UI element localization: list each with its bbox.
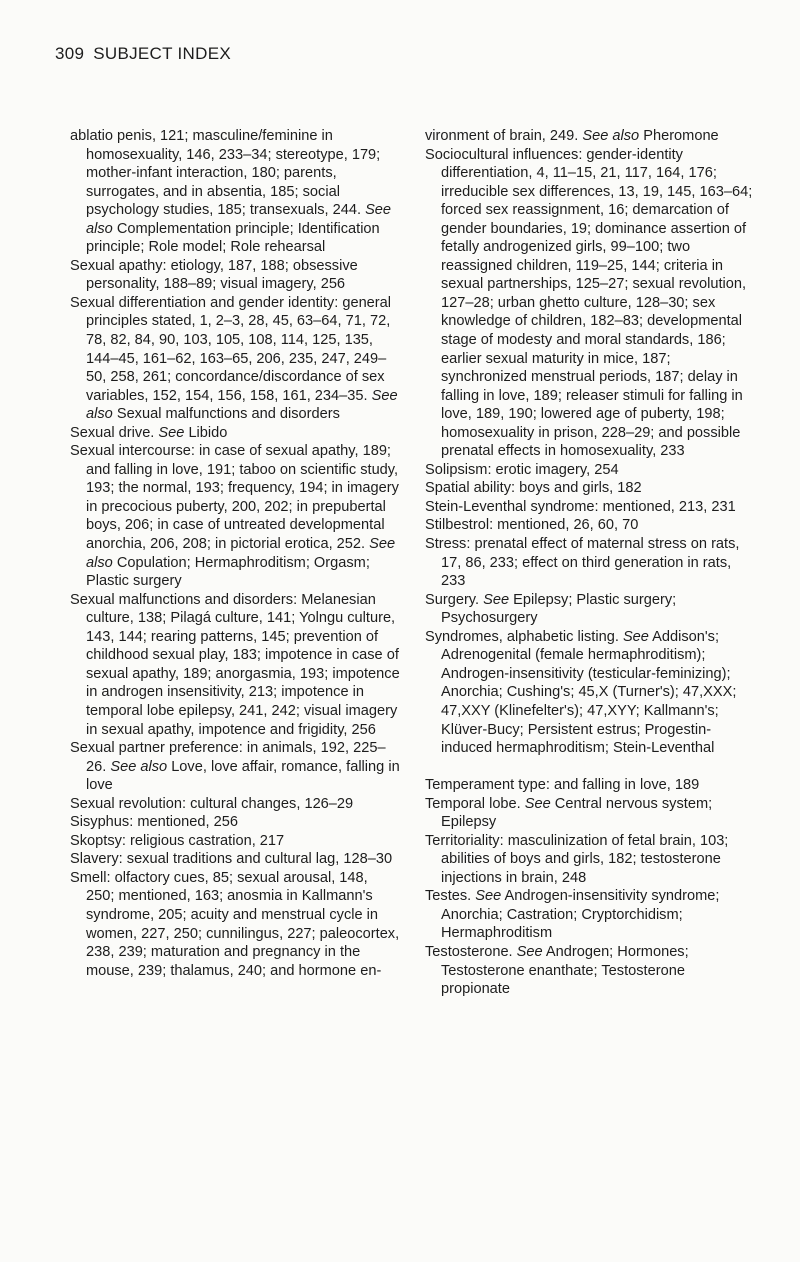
page-number: 309 — [55, 44, 85, 63]
running-title: SUBJECT INDEX — [93, 44, 231, 63]
index-entry: Surgery. See Epilepsy; Plastic surgery; Psychosurgery — [425, 591, 677, 627]
index-entry: Syndromes, alphabetic listing. See Addison's; Adrenogenital (female hermaphroditism); Androgen-insensitivity (testicular-feminizing); Anorchia; Cushing's; 45,X (Turner's); 47,XXX; 47,XXY (Klinefelter's); 47,XYY; Kallmann's; Klüver-Bucy; Persistent estrus; Progestin-induced hermaphroditism; Stein-Leventhal — [425, 628, 737, 757]
index-entry: Stein-Leventhal syndrome: mentioned, 213, 231 — [425, 498, 736, 515]
index-entry: Spatial ability: boys and girls, 182 — [425, 480, 642, 497]
index-entry: Sexual differentiation and gender identity: general principles stated, 1, 2–3, 28, 45, 63–64, 71, 72, 78, 82, 84, 90, 103, 105, 108, 114, 125, 135, 144–45, 161–62, 163–65, 206, 235, 247, 249–50, 258, 261; concordance/discordance of sex variables, 152, 154, 156, 158, 161, 234–35. See also Sexual malfunctions and disorders — [70, 294, 398, 423]
index-entry: Stilbestrol: mentioned, 26, 60, 70 — [425, 517, 639, 534]
index-entry: Sisyphus: mentioned, 256 — [70, 814, 238, 831]
index-entry: Sexual partner preference: in animals, 192, 225–26. See also Love, love affair, romance, falling in love — [70, 740, 400, 794]
index-entry: Slavery: sexual traditions and cultural lag, 128–30 — [70, 851, 393, 868]
index-entry: vironment of brain, 249. See also Pheromone — [425, 128, 719, 144]
index-entry: Skoptsy: religious castration, 217 — [70, 832, 285, 849]
index-entry: Temporal lobe. See Central nervous system; Epilepsy — [425, 795, 713, 831]
entry-spacer — [425, 758, 755, 777]
index-entry: Sexual drive. See Libido — [70, 424, 228, 441]
index-entry: Testes. See Androgen-insensitivity syndrome; Anorchia; Castration; Cryptorchidism; Hermaphroditism — [425, 888, 720, 942]
index-entry: Sexual apathy: etiology, 187, 188; obsessive personality, 188–89; visual imagery, 256 — [70, 257, 358, 293]
page-header — [55, 44, 231, 64]
index-entry: Territoriality: masculinization of fetal brain, 103; abilities of boys and girls, 182; testosterone injections in brain, 248 — [425, 832, 729, 886]
index-entry: Testosterone. See Androgen; Hormones; Testosterone enanthate; Testosterone propionate — [425, 944, 689, 998]
index-entry: Stress: prenatal effect of maternal stress on rats, 17, 86, 233; effect on third generation in rats, 233 — [425, 536, 740, 590]
index-entry: Sexual revolution: cultural changes, 126–29 — [70, 795, 354, 812]
index-entry: Smell: olfactory cues, 85; sexual arousal, 148, 250; mentioned, 163; anosmia in Kallmann's syndrome, 205; acuity and menstrual cycle in women, 227, 250; cunnilingus, 227; paleocortex, 238, 239; maturation and pregnancy in the mouse, 239; thalamus, 240; and hormone en- — [70, 869, 400, 979]
index-entry: ablatio penis, 121; masculine/feminine in homosexuality, 146, 233–34; stereotype, 179; mother-infant interaction, 180; parents, surrogates, and in absentia, 185; social psychology studies, 185; transexuals, 244. See also Complementation principle; Identification principle; Role model; Role rehearsal — [70, 128, 392, 256]
index-entry: Sociocultural influences: gender-identity differentiation, 4, 11–15, 21, 117, 164, 176; irreducible sex differences, 13, 19, 145, 163–64; forced sex reassignment, 16; demarcation of gender boundaries, 19; dominance assertion of fetally androgenized girls, 99–100; two reassigned children, 119–25, 144; criteria in sexual partnerships, 125–27; sexual revolution, 127–28; urban ghetto culture, 128–30; sex knowledge of children, 182–83; developmental stage of modesty and moral standards, 186; earlier sexual maturity in mice, 187; synchronized menstrual periods, 187; delay in falling in love, 189; releaser stimuli for falling in love, 189, 190; lowered age of puberty, 198; homosexuality in prison, 228–29; and possible prenatal effects in homosexuality, 233 — [425, 146, 753, 460]
index-entry: Temperament type: and falling in love, 189 — [425, 777, 700, 794]
index-column-left — [70, 127, 400, 980]
index-entry: Solipsism: erotic imagery, 254 — [425, 461, 619, 478]
index-column-right — [425, 127, 755, 999]
index-entry: Sexual intercourse: in case of sexual apathy, 189; and falling in love, 191; taboo on scientific study, 193; the normal, 193; frequency, 194; in imagery in precocious puberty, 200, 202; in prepubertal boys, 206; in case of untreated developmental anorchia, 206, 208; in pictorial erotica, 252. See also Copulation; Hermaphroditism; Orgasm; Plastic surgery — [70, 443, 399, 590]
index-entry: Sexual malfunctions and disorders: Melanesian culture, 138; Pilagá culture, 141; Yolngu culture, 143, 144; rearing patterns, 145; prevention of childhood sexual play, 183; impotence in case of sexual apathy, 189; anorgasmia, 193; impotence in androgen insensitivity, 213; impotence in temporal lobe epilepsy, 241, 242; visual imagery in sexual apathy, impotence and frigidity, 256 — [70, 591, 400, 738]
